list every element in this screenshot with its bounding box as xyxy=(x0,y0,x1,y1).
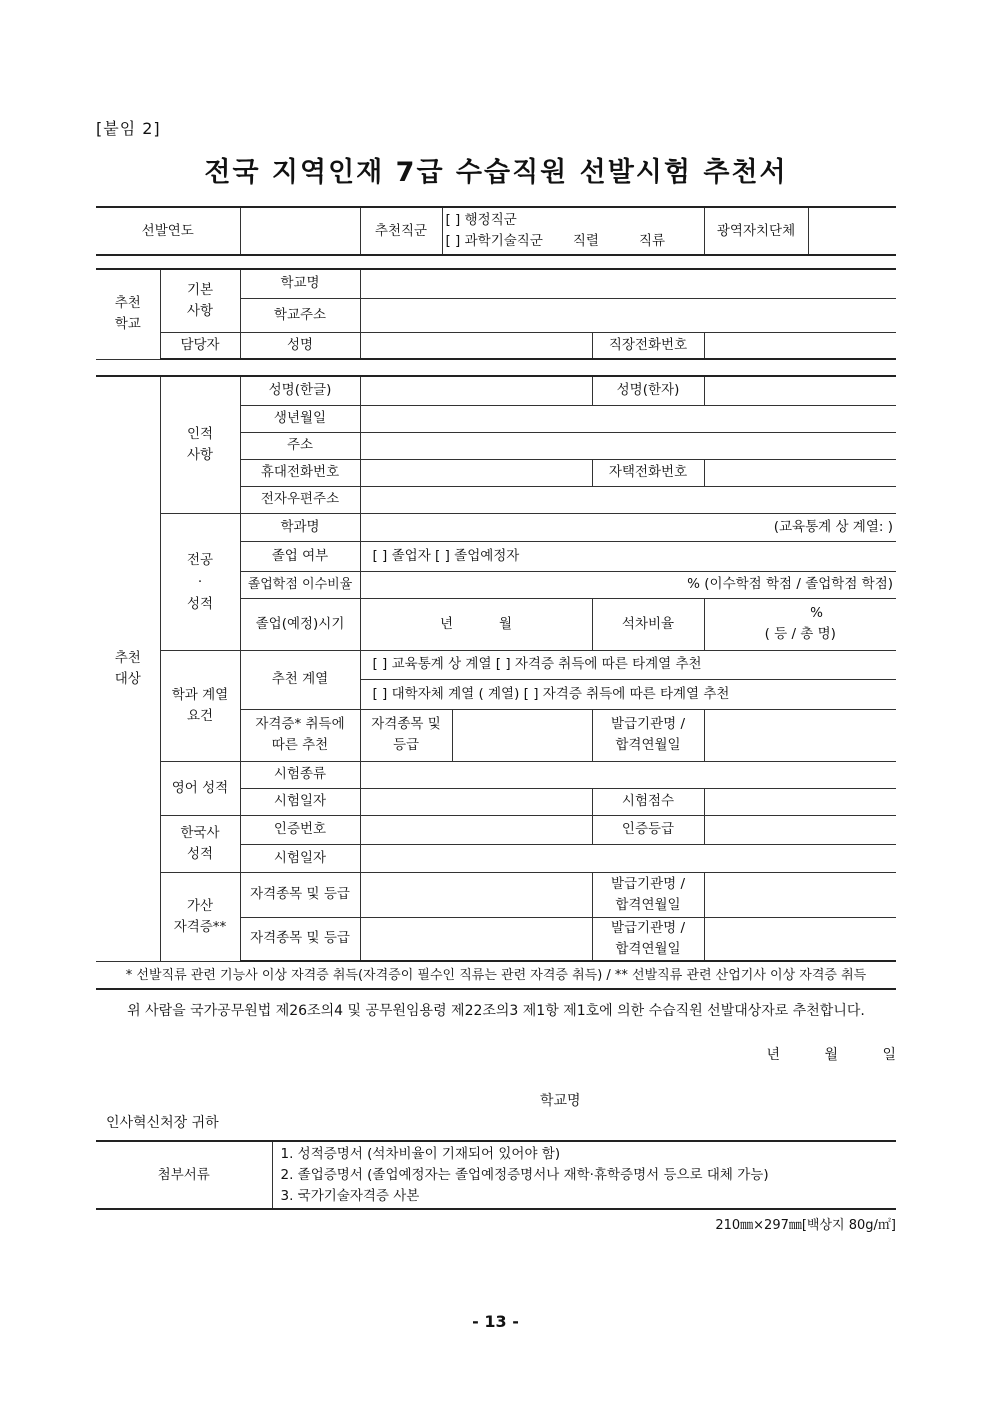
name-hanja-field[interactable] xyxy=(704,376,896,405)
graduation-status-options[interactable]: [ ] 졸업자 [ ] 졸업예정자 xyxy=(360,541,896,571)
basic-info-label: 기본 사항 xyxy=(160,269,240,332)
personal-info-label: 인적 사항 xyxy=(160,376,240,513)
address-field[interactable] xyxy=(360,432,896,459)
email-field[interactable] xyxy=(360,486,896,513)
kh-exam-date-label: 시험일자 xyxy=(240,844,360,872)
attachment-item: 1. 성적증명서 (석차비율이 기재되어 있어야 함) xyxy=(280,1145,561,1162)
exam-type-field[interactable] xyxy=(360,761,896,788)
exam-date-label: 시험일자 xyxy=(240,788,360,815)
rank-ratio-field[interactable]: % ( 등 / 총 명) xyxy=(704,598,896,650)
cert-grade-label: 인증등급 xyxy=(592,815,704,844)
signature-school-name: 학교명 xyxy=(540,1093,581,1109)
email-label: 전자우편주소 xyxy=(240,486,360,513)
bonus-item-field-1[interactable] xyxy=(360,872,592,917)
selection-info-table xyxy=(96,206,896,256)
bonus-item-label-2: 자격종목 및 등급 xyxy=(240,917,360,961)
attachment-item: 2. 졸업증명서 (졸업예정자는 졸업예정증명서나 재학·휴학증명서 등으로 대체 가능) xyxy=(280,1166,769,1183)
graduation-time-field[interactable]: 년 월 xyxy=(360,598,592,650)
attachments-table xyxy=(96,1140,896,1210)
home-phone-field[interactable] xyxy=(704,459,896,486)
job-group-options[interactable] xyxy=(442,207,704,255)
bonus-issuer-field-2[interactable] xyxy=(704,917,896,961)
bonus-cert-label: 가산 자격증** xyxy=(160,872,240,961)
selection-year-field[interactable] xyxy=(240,207,360,255)
address-label: 주소 xyxy=(240,432,360,459)
date-day: 일 xyxy=(882,1047,896,1063)
footnote-divider xyxy=(96,988,896,990)
birthdate-label: 생년월일 xyxy=(240,405,360,432)
contact-label: 담당자 xyxy=(160,332,240,359)
office-phone-label: 직장전화번호 xyxy=(592,332,704,359)
cert-number-field[interactable] xyxy=(360,815,592,844)
science-option[interactable]: [ ] 과학기술직군 직렬 직류 xyxy=(445,233,666,249)
cert-issuer-label: 발급기관명 / 합격연월일 xyxy=(592,709,704,761)
cert-number-label: 인증번호 xyxy=(240,815,360,844)
school-group-label: 추천 학교 xyxy=(96,269,160,359)
exam-date-field[interactable] xyxy=(360,788,592,815)
bonus-item-label-1: 자격종목 및 등급 xyxy=(240,872,360,917)
department-label: 학과명 xyxy=(240,513,360,541)
graduation-time-label: 졸업(예정)시기 xyxy=(240,598,360,650)
attachment-item: 3. 국가기술자격증 사본 xyxy=(280,1187,420,1204)
home-phone-label: 자택전화번호 xyxy=(592,459,704,486)
date-year: 년 xyxy=(766,1047,781,1063)
credit-ratio-label: 졸업학점 이수비율 xyxy=(240,571,360,598)
major-grade-label: 전공 · 성적 xyxy=(160,513,240,650)
bonus-issuer-label-1: 발급기관명 / 합격연월일 xyxy=(592,872,704,917)
bonus-item-field-2[interactable] xyxy=(360,917,592,961)
exam-type-label: 시험종류 xyxy=(240,761,360,788)
mobile-field[interactable] xyxy=(360,459,592,486)
date-line xyxy=(96,1044,896,1064)
name-korean-label: 성명(한글) xyxy=(240,376,360,405)
document-title: 전국 지역인재 7급 수습직원 선발시험 추천서 xyxy=(204,157,788,188)
credit-ratio-field[interactable]: % (이수학점 학점 / 졸업학점 학점) xyxy=(360,571,896,598)
mobile-label: 휴대전화번호 xyxy=(240,459,360,486)
contact-name-field[interactable] xyxy=(360,332,592,359)
addressee: 인사혁신처장 귀하 xyxy=(106,1115,219,1131)
office-phone-field[interactable] xyxy=(704,332,896,359)
requirement-option-2[interactable]: [ ] 대학자체 계열 ( 계열) [ ] 자격증 취득에 따른 타계열 추천 xyxy=(360,679,896,709)
declaration-text: 위 사람을 국가공무원법 제26조의4 및 공무원임용령 제22조의3 제1항 제1호에 의한 수습직원 선발대상자로 추천합니다. xyxy=(127,1003,865,1019)
recommend-field-label: 추천 계열 xyxy=(240,650,360,709)
attachments-list xyxy=(272,1141,896,1209)
cert-issuer-field[interactable] xyxy=(704,709,896,761)
attachments-label: 첨부서류 xyxy=(96,1141,272,1209)
department-field[interactable]: (교육통계 상 계열: ) xyxy=(360,513,896,541)
region-label: 광역자치단체 xyxy=(704,207,808,255)
english-score-label: 영어 성적 xyxy=(160,761,240,815)
target-table xyxy=(96,375,896,962)
paper-spec: 210㎜×297㎜[백상지 80g/㎡] xyxy=(715,1218,896,1233)
cert-item-field[interactable] xyxy=(452,709,592,761)
target-group-label: 추천 대상 xyxy=(96,376,160,961)
selection-year-label: 선발연도 xyxy=(96,207,240,255)
bonus-issuer-label-2: 발급기관명 / 합격연월일 xyxy=(592,917,704,961)
school-address-field[interactable] xyxy=(360,298,896,332)
school-name-field[interactable] xyxy=(360,269,896,298)
school-table xyxy=(96,268,896,360)
school-address-label: 학교주소 xyxy=(240,298,360,332)
page-number: - 13 - xyxy=(472,1312,519,1331)
exam-score-label: 시험점수 xyxy=(592,788,704,815)
graduation-status-label: 졸업 여부 xyxy=(240,541,360,571)
region-field[interactable] xyxy=(808,207,896,255)
job-group-label: 추천직군 xyxy=(360,207,442,255)
dept-requirement-label: 학과 계열 요건 xyxy=(160,650,240,761)
admin-option[interactable]: [ ] 행정직군 xyxy=(445,212,517,228)
cert-recommend-label: 자격증* 취득에 따른 추천 xyxy=(240,709,360,761)
name-hanja-label: 성명(한자) xyxy=(592,376,704,405)
attachment-label: [붙임 2] xyxy=(96,119,161,138)
exam-score-field[interactable] xyxy=(704,788,896,815)
school-name-label: 학교명 xyxy=(240,269,360,298)
cert-item-label: 자격종목 및 등급 xyxy=(360,709,452,761)
korean-history-label: 한국사 성적 xyxy=(160,815,240,872)
requirement-option-1[interactable]: [ ] 교육통계 상 계열 [ ] 자격증 취득에 따른 타계열 추천 xyxy=(360,650,896,679)
rank-ratio-label: 석차비율 xyxy=(592,598,704,650)
contact-name-label: 성명 xyxy=(240,332,360,359)
kh-exam-date-field[interactable] xyxy=(360,844,896,872)
name-korean-field[interactable] xyxy=(360,376,592,405)
footnotes: * 선발직류 관련 기능사 이상 자격증 취득(자격증이 필수인 직류는 관련 자격증 취득) / ** 선발직류 관련 산업기사 이상 자격증 취득 xyxy=(125,968,867,983)
birthdate-field[interactable] xyxy=(360,405,896,432)
bonus-issuer-field-1[interactable] xyxy=(704,872,896,917)
cert-grade-field[interactable] xyxy=(704,815,896,844)
date-month: 월 xyxy=(824,1047,839,1063)
